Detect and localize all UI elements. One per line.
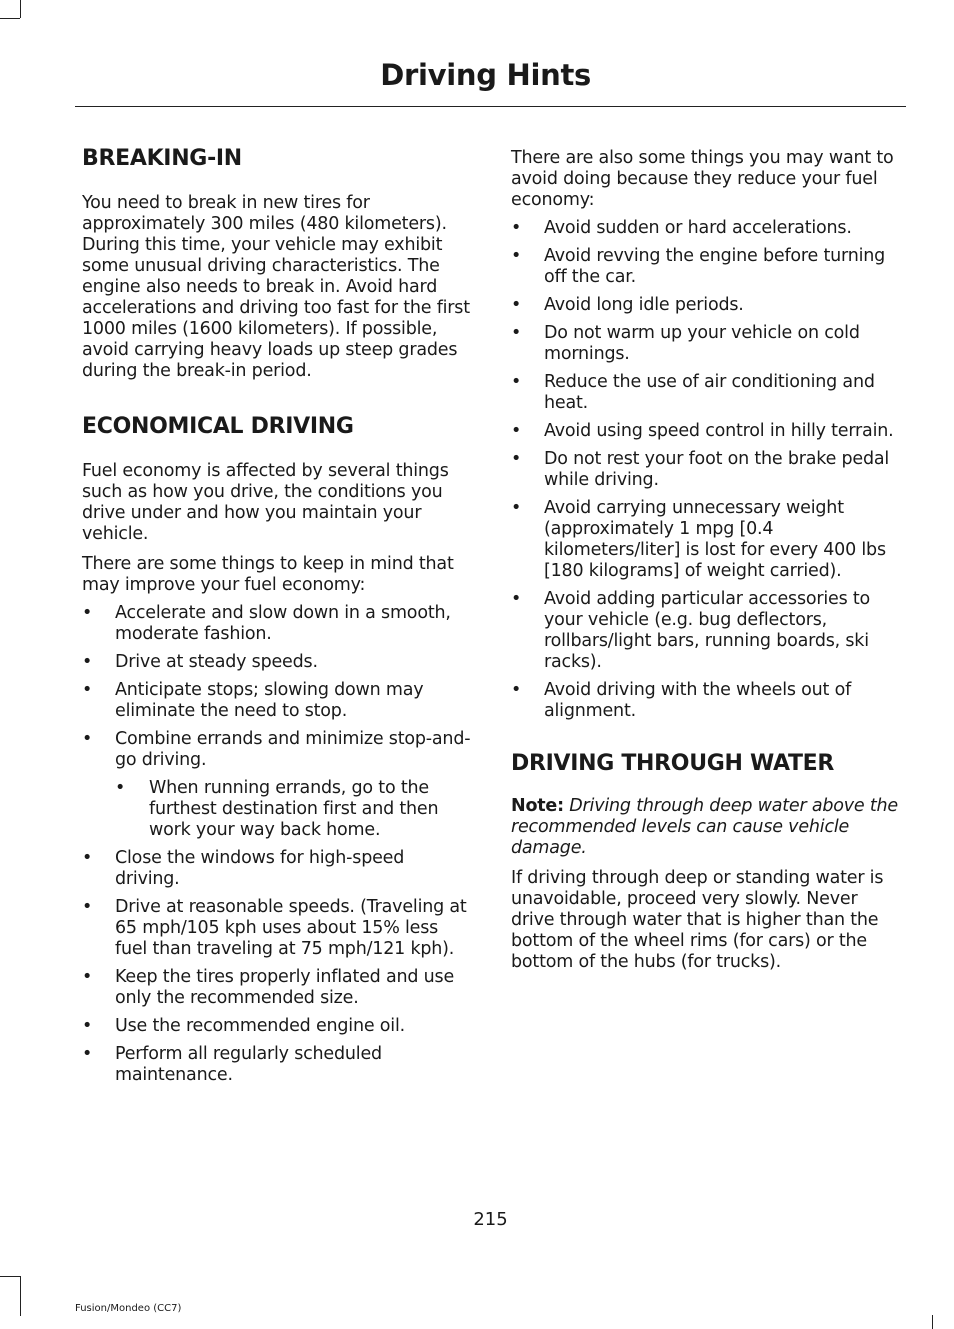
- title-divider: [75, 106, 906, 107]
- bullet-icon: •: [511, 295, 522, 315]
- bullet-icon: •: [511, 323, 522, 343]
- bullet-icon: •: [511, 498, 522, 518]
- bullet-icon: •: [511, 372, 522, 392]
- page-number: 215: [473, 1209, 508, 1230]
- bullet-icon: •: [82, 680, 93, 700]
- list-item: • Combine errands and minimize stop-and-go driving.: [82, 729, 471, 770]
- list-item: • Accelerate and slow down in a smooth, moderate fashion.: [82, 603, 451, 644]
- bullet-icon: •: [82, 652, 93, 672]
- note-label: Note:: [511, 796, 564, 816]
- list-item: • Keep the tires properly inflated and use only the recommended size.: [82, 967, 455, 1008]
- list-item: • Drive at steady speeds.: [82, 652, 318, 672]
- bullet-icon: •: [82, 729, 93, 749]
- water-note: [511, 796, 903, 859]
- list-item: • Avoid using speed control in hilly terrain.: [511, 421, 894, 441]
- page-title: Driving Hints: [380, 58, 591, 92]
- bullet-icon: •: [511, 680, 522, 700]
- list-item: • Anticipate stops; slowing down may eliminate the need to stop.: [82, 680, 424, 721]
- crop-mark: [932, 1315, 933, 1329]
- bullet-icon: •: [82, 848, 93, 868]
- bullet-icon: •: [511, 246, 522, 266]
- bullet-icon: •: [511, 589, 522, 609]
- bullet-icon: •: [82, 1044, 93, 1064]
- water-body: If driving through deep or standing water is unavoidable, proceed very slowly. Never drive through water that is higher than the bottom of the wheel rims (for cars) or the bottom of the hubs (for trucks).: [511, 868, 884, 972]
- list-item: • Avoid sudden or hard accelerations.: [511, 218, 852, 238]
- crop-mark: [20, 1276, 21, 1316]
- list-item: • Do not rest your foot on the brake pedal while driving.: [511, 449, 890, 490]
- bullet-icon: •: [511, 421, 522, 441]
- list-item: • Avoid adding particular accessories to your vehicle (e.g. bug deflectors, rollbars/light bars, running boards, ski racks).: [511, 589, 871, 672]
- bullet-icon: •: [82, 967, 93, 987]
- crop-mark: [0, 18, 20, 19]
- economical-driving-heading: ECONOMICAL DRIVING: [82, 414, 354, 439]
- left-column: [82, 144, 474, 1093]
- bullet-icon: •: [115, 778, 126, 798]
- bullet-icon: •: [511, 449, 522, 469]
- list-item: • Drive at reasonable speeds. (Traveling at 65 mph/105 kph uses about 15% less fuel than traveling at 75 mph/121 kph).: [82, 897, 467, 959]
- bullet-icon: •: [82, 1016, 93, 1036]
- list-item: • Avoid carrying unnecessary weight (approximately 1 mpg [0.4 kilometers/liter] is lost for every 400 lbs [180 kilograms] of weight carried).: [511, 498, 886, 581]
- bullet-icon: •: [511, 218, 522, 238]
- note-text: Driving through deep water above the recommended levels can cause vehicle damage.: [511, 796, 898, 858]
- economical-tips-list: [82, 603, 474, 1086]
- bullet-icon: •: [82, 897, 93, 917]
- driving-through-water-heading: DRIVING THROUGH WATER: [511, 751, 835, 776]
- list-item: • Do not warm up your vehicle on cold mornings.: [511, 323, 860, 364]
- list-item: • Perform all regularly scheduled maintenance.: [82, 1044, 382, 1085]
- footer-model: Fusion/Mondeo (CC7): [75, 1303, 182, 1314]
- bullet-icon: •: [82, 603, 93, 623]
- list-item: • Avoid revving the engine before turning off the car.: [511, 246, 886, 287]
- list-item: • Reduce the use of air conditioning and heat.: [511, 372, 875, 413]
- breaking-in-heading: BREAKING-IN: [82, 146, 242, 171]
- list-item: • Avoid driving with the wheels out of alignment.: [511, 680, 852, 721]
- crop-mark: [0, 1276, 20, 1277]
- list-item: • Avoid long idle periods.: [511, 295, 744, 315]
- crop-mark: [20, 0, 21, 18]
- breaking-in-body: You need to break in new tires for approximately 300 miles (480 kilometers). During this time, your vehicle may exhibit some unusual driving characteristics. The engine also needs to break in. Avoid hard accelerations and driving too fast for the first 1000 miles (1600 kilometers). If possible, avoid carrying heavy loads up steep grades during the break-in period.: [82, 193, 470, 381]
- economical-para-2: There are some things to keep in mind that may improve your fuel economy:: [82, 554, 454, 595]
- list-item: • Close the windows for high-speed driving.: [82, 848, 405, 889]
- avoid-list: [511, 218, 903, 722]
- avoid-intro: There are also some things you may want to avoid doing because they reduce your fuel economy:: [511, 148, 894, 210]
- economical-para-1: Fuel economy is affected by several things such as how you drive, the conditions you drive under and how you maintain your vehicle.: [82, 461, 449, 544]
- list-item: • Use the recommended engine oil.: [82, 1016, 405, 1036]
- right-column: [511, 148, 903, 982]
- sub-list-item: • When running errands, go to the furthest destination first and then work your way back home.: [115, 778, 439, 840]
